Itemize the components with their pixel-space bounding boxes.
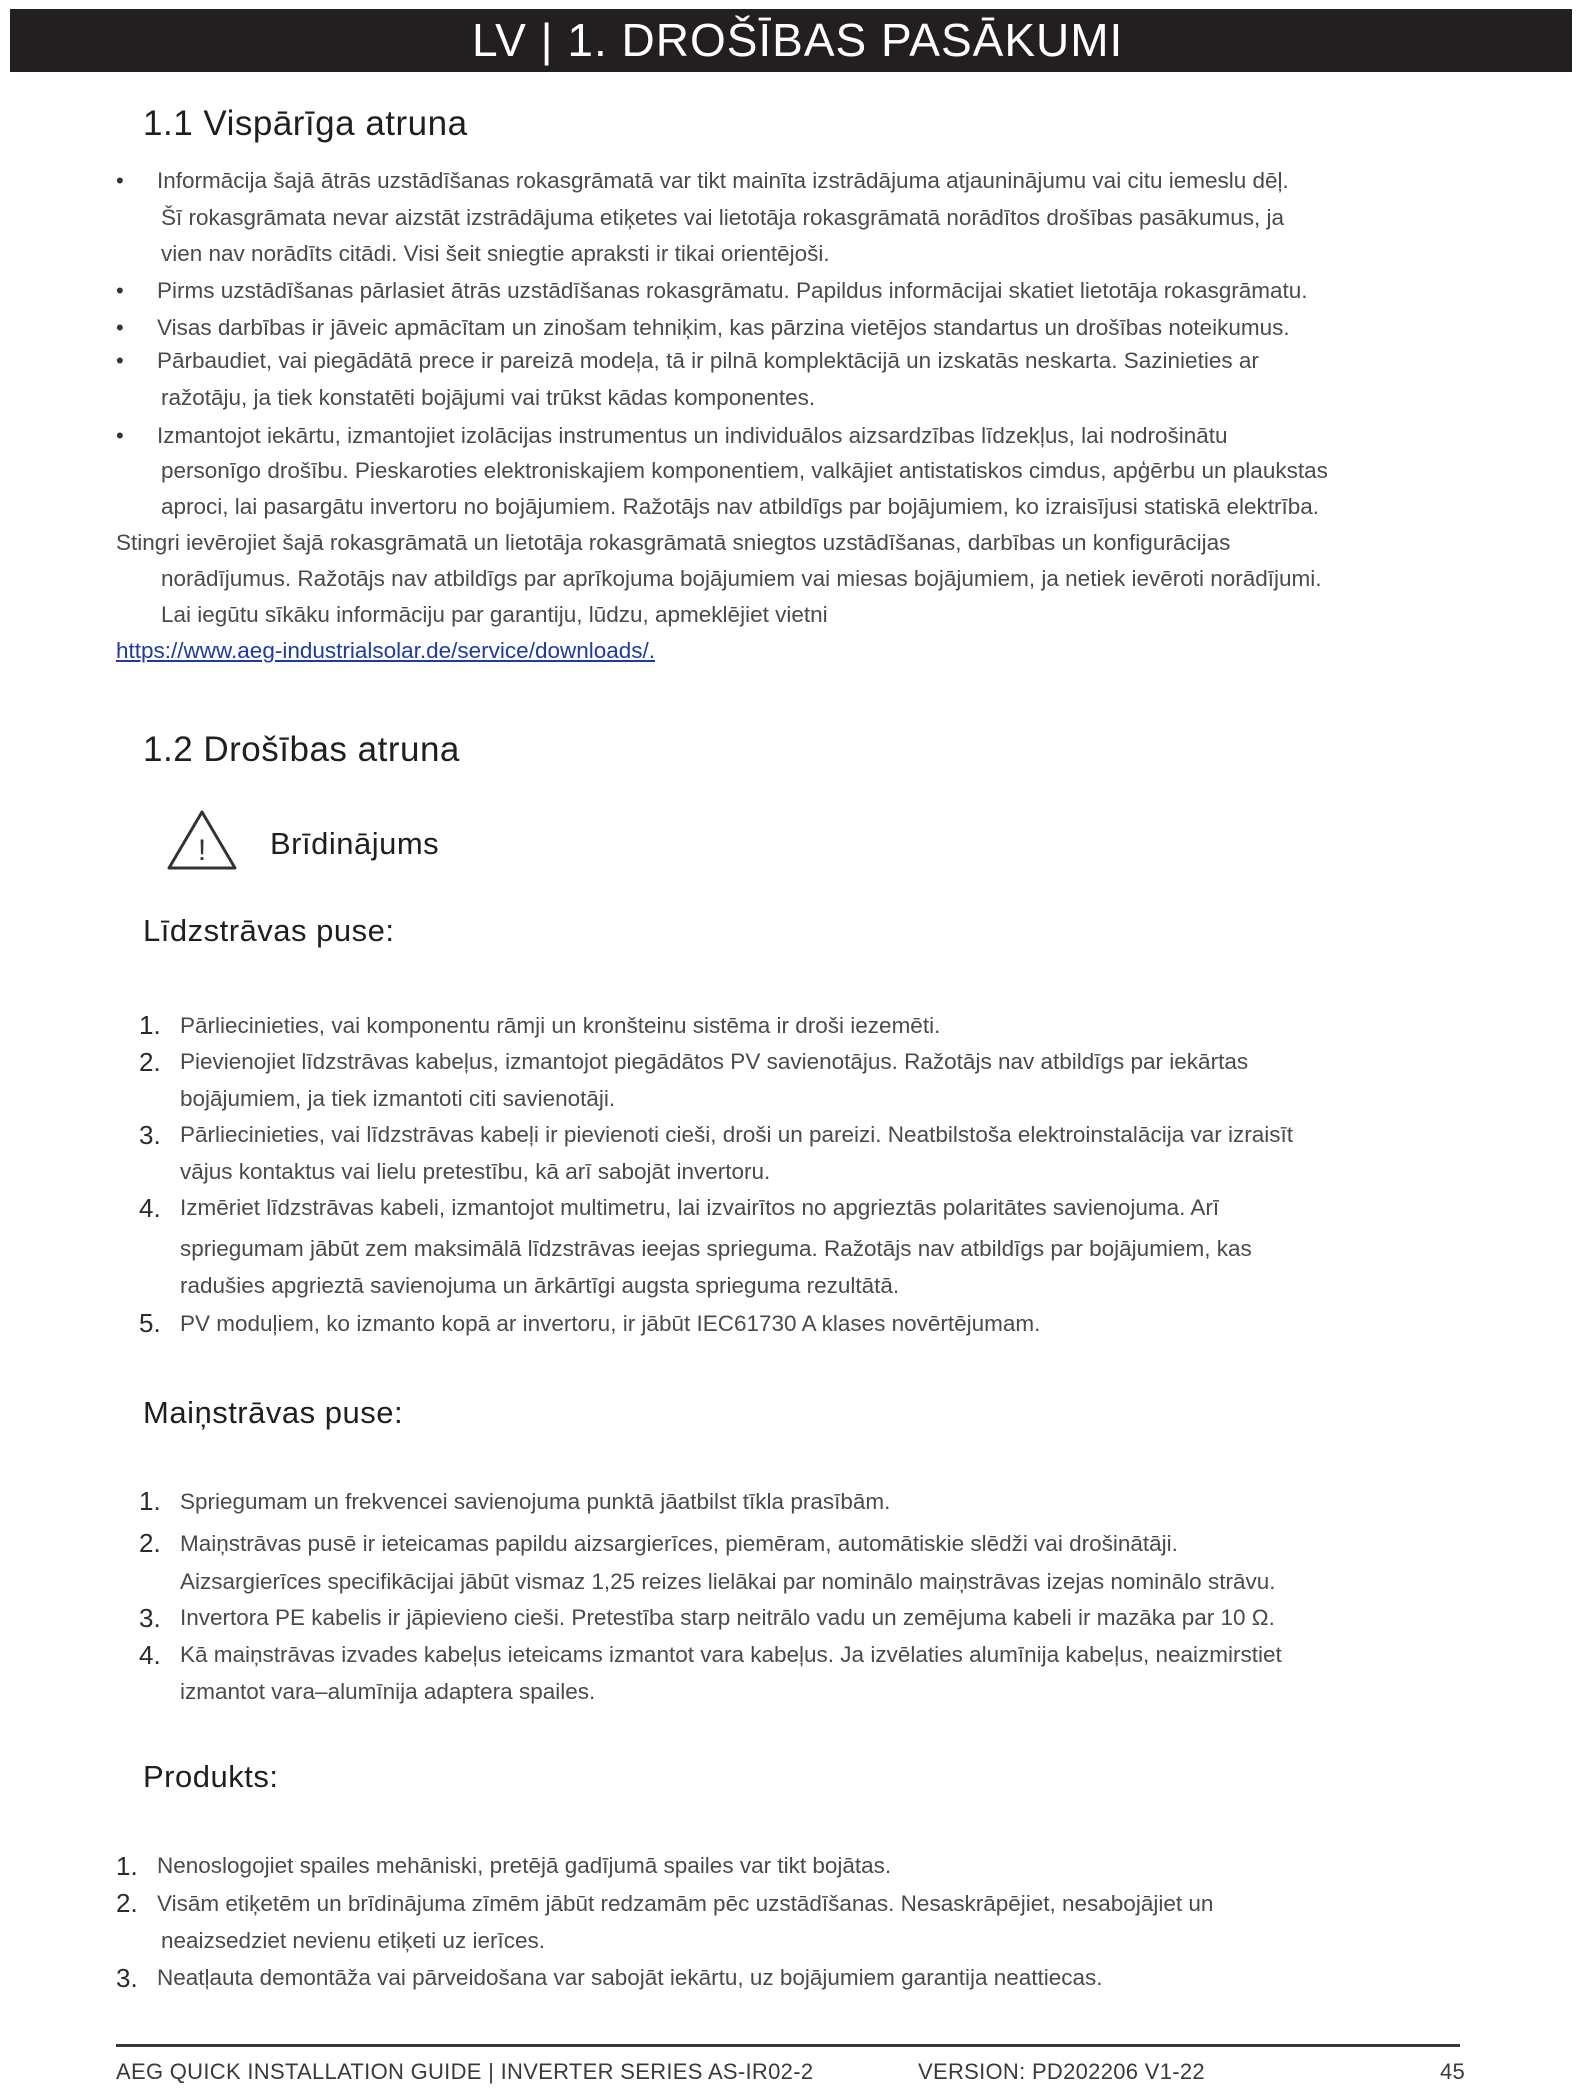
s1-line-8: Izmantojot iekārtu, izmantojiet izolācijas instrumentus un individuālos aizsardzības līdzekļus, lai nodrošinātu [157, 423, 1228, 448]
product-item-number: 2. [116, 1888, 138, 1918]
dc-item-5-line: PV moduļiem, ko izmanto kopā ar invertoru, ir jābūt IEC61730 A klases novērtējumam. [180, 1311, 1041, 1336]
dc-item-2-line-2: bojājumiem, ja tiek izmantoti citi savienotāji. [180, 1086, 616, 1111]
chapter-title: LV | 1. DROŠĪBAS PASĀKUMI [472, 14, 1124, 66]
s1-line-7: ražotāju, ja tiek konstatēti bojājumi vai trūkst kādas komponentes. [161, 385, 816, 410]
dc-item-4-line-1: Izmēriet līdzstrāvas kabeli, izmantojot multimetru, lai izvairītos no apgrieztās polaritātes savienojuma. Arī [180, 1195, 1220, 1220]
dc-item-number: 5. [139, 1308, 161, 1338]
footer-divider [116, 2044, 1460, 2047]
warning-label: Brīdinājums [270, 826, 440, 861]
s1-line-12: norādījumus. Ražotājs nav atbildīgs par aprīkojuma bojājumiem vai miesas bojājumiem, ja netiek ievēroti norādījumi. [161, 566, 1322, 591]
product-item-1-line: Nenoslogojiet spailes mehāniski, pretējā gadījumā spailes var tikt bojātas. [157, 1853, 892, 1878]
bullet-marker: • [116, 278, 124, 303]
bullet-marker: • [116, 423, 124, 448]
bullet-marker: • [116, 315, 124, 340]
ac-item-number: 1. [139, 1486, 161, 1516]
downloads-link[interactable]: https://www.aeg-industrialsolar.de/service/downloads/. [116, 638, 656, 663]
ac-item-2-line-1: Maiņstrāvas pusē ir ieteicamas papildu aizsargierīces, piemēram, automātiskie slēdži vai drošinātāji. [180, 1531, 1178, 1556]
warning-icon [166, 808, 238, 872]
page-number: 45 [1440, 2059, 1466, 2084]
ac-item-number: 2. [139, 1528, 161, 1558]
s1-line-13: Lai iegūtu sīkāku informāciju par garantiju, lūdzu, apmeklējiet vietni [161, 602, 828, 627]
footer-version: VERSION: PD202206 V1-22 [918, 2059, 1205, 2084]
s1-line-5: Visas darbības ir jāveic apmācītam un zinošam tehniķim, kas pārzina vietējos standartus un drošības noteikumus. [157, 315, 1290, 340]
warning-icon-glyph: ! [197, 834, 207, 867]
s1-line-10: aproci, lai pasargātu invertoru no bojājumiem. Ražotājs nav atbildīgs par bojājumiem, ko izraisījusi statiskā elektrība. [161, 494, 1320, 519]
product-item-number: 1. [116, 1851, 138, 1881]
ac-item-3-line: Invertora PE kabelis ir jāpievieno cieši. Pretestība starp neitrālo vadu un zemējuma kabeli ir mazāka par 10 Ω. [180, 1605, 1275, 1630]
dc-item-number: 3. [139, 1120, 161, 1150]
s1-line-6: Pārbaudiet, vai piegādātā prece ir pareizā modeļa, tā ir pilnā komplektācijā un izskatās neskarta. Sazinieties ar [157, 348, 1259, 373]
bullet-marker: • [116, 348, 124, 373]
dc-item-2-line-1: Pievienojiet līdzstrāvas kabeļus, izmantojot piegādātos PV savienotājus. Ražotājs nav atbildīgs par iekārtas [180, 1049, 1249, 1074]
ac-item-4-line-2: izmantot vara–alumīnija adaptera spailes. [180, 1679, 596, 1704]
s1-line-3: vien nav norādīts citādi. Visi šeit sniegtie apraksti ir tikai orientējoši. [161, 241, 830, 266]
ac-item-number: 4. [139, 1640, 161, 1670]
product-title: Produkts: [143, 1759, 279, 1794]
product-item-2-line-2: neaizsedziet nevienu etiķeti uz ierīces. [161, 1928, 545, 1953]
dc-item-4-line-3: radušies apgrieztā savienojuma un ārkārtīgi augsta sprieguma rezultātā. [180, 1273, 900, 1298]
bullet-marker: • [116, 168, 124, 193]
s1-line-2: Šī rokasgrāmata nevar aizstāt izstrādājuma etiķetes vai lietotāja rokasgrāmatā norādītos drošības pasākumus, ja [161, 205, 1285, 230]
ac-side-title: Maiņstrāvas puse: [143, 1395, 404, 1430]
s1-line-1: Informācija šajā ātrās uzstādīšanas rokasgrāmatā var tikt mainīta izstrādājuma atjauninājumu vai citu iemeslu dēļ. [157, 168, 1289, 193]
ac-item-4-line-1: Kā maiņstrāvas izvades kabeļus ieteicams izmantot vara kabeļus. Ja izvēlaties alumīnija kabeļus, neaizmirstiet [180, 1642, 1282, 1667]
dc-item-number: 2. [139, 1047, 161, 1077]
ac-item-2-line-2: Aizsargierīces specifikācijai jābūt vismaz 1,25 reizes lielākai par nominālo maiņstrāvas izejas nominālo strāvu. [180, 1569, 1276, 1594]
product-item-number: 3. [116, 1963, 138, 1993]
dc-side-title: Līdzstrāvas puse: [143, 913, 395, 948]
dc-item-3-line-1: Pārliecinieties, vai līdzstrāvas kabeļi ir pievienoti cieši, droši un pareizi. Neatbilstoša elektroinstalācija var izraisīt [180, 1122, 1293, 1147]
section-1-1-title: 1.1 Vispārīga atruna [143, 104, 468, 143]
s1-line-4: Pirms uzstādīšanas pārlasiet ātrās uzstādīšanas rokasgrāmatu. Papildus informācijai skatiet lietotāja rokasgrāmatu. [157, 278, 1308, 303]
dc-item-3-line-2: vājus kontaktus vai lielu pretestību, kā arī sabojāt invertoru. [180, 1159, 771, 1184]
dc-item-number: 1. [139, 1010, 161, 1040]
s1-line-9: personīgo drošību. Pieskaroties elektroniskajiem komponentiem, valkājiet antistatiskos cimdus, apģērbu un plaukstas [161, 458, 1328, 483]
chapter-header-bar [10, 9, 1572, 72]
product-item-3-line: Neatļauta demontāža vai pārveidošana var sabojāt iekārtu, uz bojājumiem garantija neattiecas. [157, 1965, 1103, 1990]
footer-guide-title: AEG QUICK INSTALLATION GUIDE | INVERTER SERIES AS-IR02-2 [116, 2059, 814, 2084]
s1-line-11: Stingri ievērojiet šajā rokasgrāmatā un lietotāja rokasgrāmatā sniegtos uzstādīšanas, darbības un konfigurācijas [116, 530, 1231, 555]
ac-item-number: 3. [139, 1603, 161, 1633]
dc-item-number: 4. [139, 1193, 161, 1223]
section-1-2-title: 1.2 Drošības atruna [143, 730, 460, 769]
dc-item-1-line: Pārliecinieties, vai komponentu rāmji un kronšteinu sistēma ir droši iezemēti. [180, 1013, 941, 1038]
product-item-2-line-1: Visām etiķetēm un brīdinājuma zīmēm jābūt redzamām pēc uzstādīšanas. Nesaskrāpējiet, nesabojājiet un [157, 1891, 1214, 1916]
ac-item-1-line: Spriegumam un frekvencei savienojuma punktā jāatbilst tīkla prasībām. [180, 1489, 891, 1514]
dc-item-4-line-2: spriegumam jābūt zem maksimālā līdzstrāvas ieejas sprieguma. Ražotājs nav atbildīgs par bojājumiem, kas [180, 1236, 1252, 1261]
